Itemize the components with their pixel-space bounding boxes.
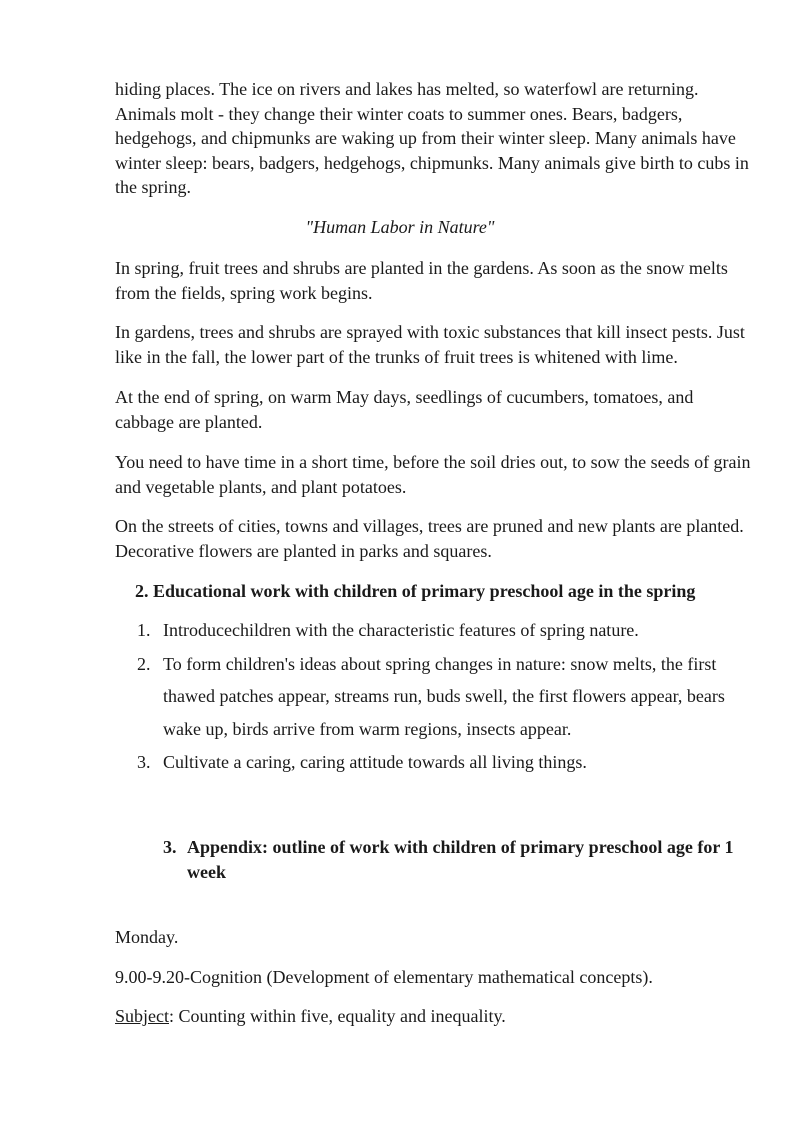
paragraph-sowing: You need to have time in a short time, before the soil dries out, to sow the seeds of grain and vegetable plants, and plant potatoes. <box>115 452 751 497</box>
paragraph-spring-planting: In spring, fruit trees and shrubs are planted in the gardens. As soon as the snow melts from the fields, spring work begins. <box>115 258 728 303</box>
list-item <box>115 746 760 779</box>
list-item-text: To form children's ideas about spring changes in nature: snow melts, the first thawed patches appear, streams run, buds swell, the first flowers appear, bears wake up, birds arrive from warm regions, insects appear. <box>163 653 725 739</box>
list-item-text: Introducechildren with the characteristic features of spring nature. <box>163 620 639 640</box>
objectives-list <box>115 614 760 780</box>
schedule-subject <box>115 1004 755 1029</box>
section-3-title: Appendix: outline of work with children of primary preschool age for 1 week <box>187 837 734 882</box>
paragraph-garden-spraying: In gardens, trees and shrubs are sprayed with toxic substances that kill insect pests. Just like in the fall, the lower part of the trunks of fruit trees is whitened with lime. <box>115 322 745 367</box>
list-item <box>115 614 760 647</box>
section-2-title: Educational work with children of primary preschool age in the spring <box>153 581 696 601</box>
list-marker: 2. <box>137 653 151 674</box>
subject-label: Subject <box>115 1006 169 1026</box>
subject-text: : Counting within five, equality and inequality. <box>169 1006 506 1026</box>
list-marker: 3. <box>137 752 151 772</box>
section-2-number: 2. <box>135 581 149 601</box>
section-3-heading <box>163 835 767 885</box>
list-item <box>115 648 760 746</box>
list-item-text: Cultivate a caring, caring attitude towards all living things. <box>163 752 587 772</box>
section-2-heading <box>135 579 765 604</box>
schedule-session: 9.00-9.20-Cognition (Development of elementary mathematical concepts). <box>115 967 653 987</box>
paragraph-streets: On the streets of cities, towns and villages, trees are pruned and new plants are planted. Decorative flowers are planted in parks and squares. <box>115 516 744 561</box>
paragraph-seedlings: At the end of spring, on warm May days, seedlings of cucumbers, tomatoes, and cabbage are planted. <box>115 387 694 432</box>
subtitle-human-labor: "Human Labor in Nature" <box>305 217 495 237</box>
list-marker: 1. <box>137 620 151 640</box>
intro-paragraph: hiding places. The ice on rivers and lakes has melted, so waterfowl are returning. Animals molt - they change their winter coats to summer ones. Bears, badgers, hedgehogs, and chipmunks are waking up from their winter sleep. Many animals have winter sleep: bears, badgers, hedgehogs, chipmunks. Many animals give birth to cubs in the spring. <box>115 79 749 197</box>
schedule-day: Monday. <box>115 927 179 947</box>
section-3-number: 3. <box>163 837 177 857</box>
